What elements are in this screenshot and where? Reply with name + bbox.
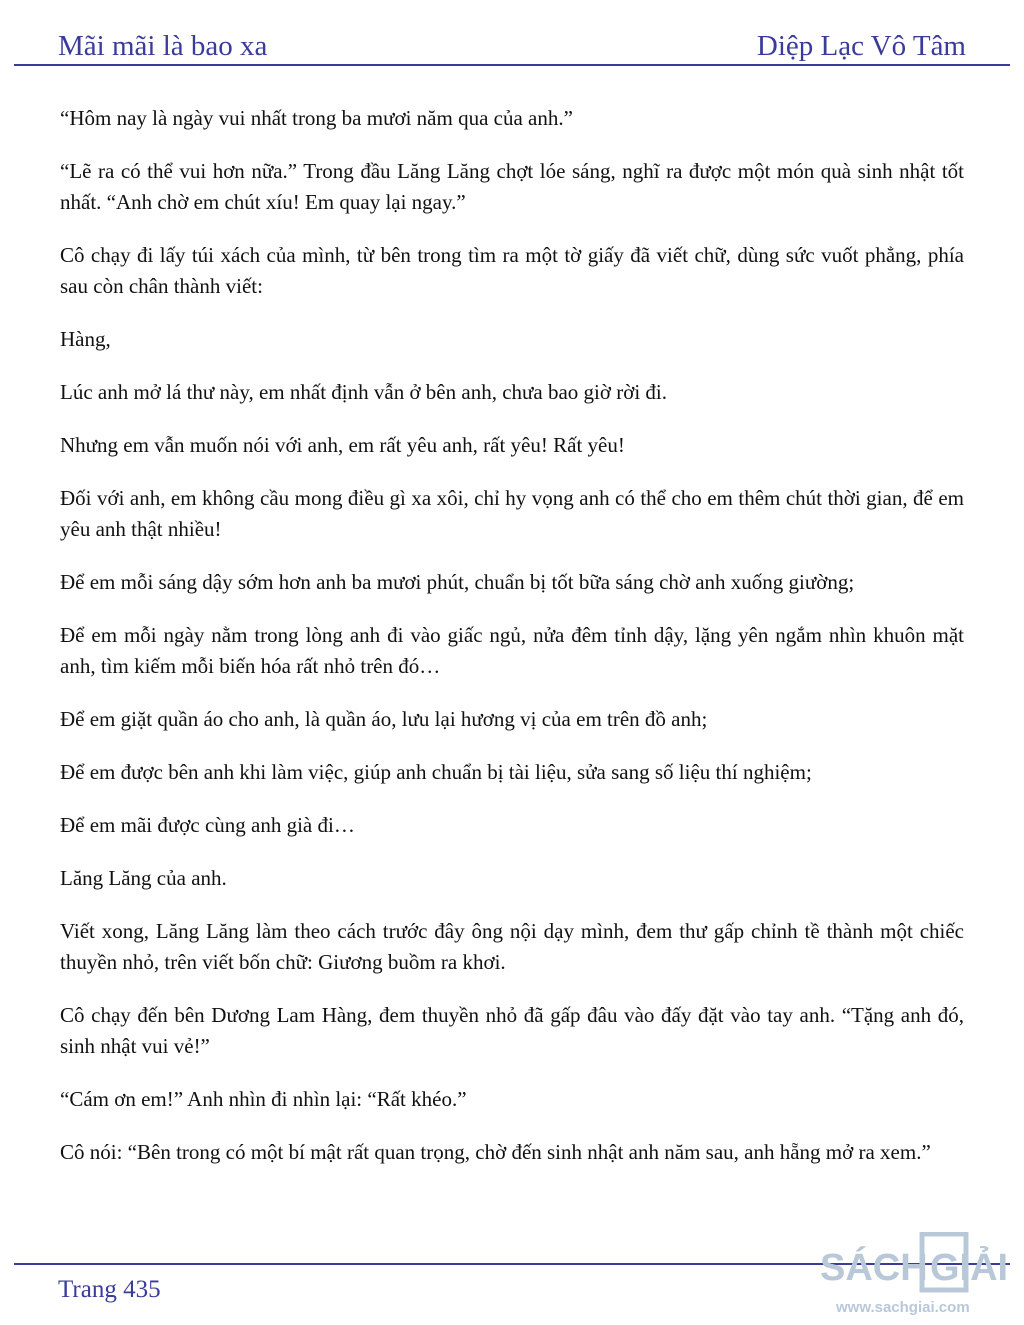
paragraph: Lúc anh mở lá thư này, em nhất định vẫn ở bên anh, chưa bao giờ rời đi.	[60, 380, 668, 404]
paragraph: Nhưng em vẫn muốn nói với anh, em rất yêu anh, rất yêu! Rất yêu!	[60, 433, 625, 457]
paragraph: Cô chạy đến bên Dương Lam Hàng, đem thuyền nhỏ đã gấp đâu vào đấy đặt vào tay anh. “Tặng anh đó, sinh nhật vui vẻ!”	[60, 1003, 964, 1058]
paragraph: Để em giặt quần áo cho anh, là quần áo, lưu lại hương vị của em trên đồ anh;	[60, 707, 708, 731]
paragraph: “Hôm nay là ngày vui nhất trong ba mươi năm qua của anh.”	[60, 106, 573, 130]
paragraph: Để em mỗi ngày nằm trong lòng anh đi vào giấc ngủ, nửa đêm tỉnh dậy, lặng yên ngắm nhìn khuôn mặt anh, tìm kiếm mỗi biến hóa rất nhỏ trên đó…	[60, 623, 964, 678]
page-body	[60, 103, 964, 1190]
paragraph: Để em mỗi sáng dậy sớm hơn anh ba mươi phút, chuẩn bị tốt bữa sáng chờ anh xuống giường;	[60, 570, 855, 594]
paragraph: Để em mãi được cùng anh già đi…	[60, 813, 355, 837]
paragraph: “Lẽ ra có thể vui hơn nữa.” Trong đầu Lăng Lăng chợt lóe sáng, nghĩ ra được một món quà sinh nhật tốt nhất. “Anh chờ em chút xíu! Em quay lại ngay.”	[60, 159, 964, 214]
book-author: Diệp Lạc Vô Tâm	[756, 30, 966, 62]
paragraph: Lăng Lăng của anh.	[60, 866, 227, 890]
watermark-brand-giai: GIẢI	[930, 1247, 1009, 1289]
watermark-url: www.sachgiai.com	[836, 1299, 970, 1316]
header-divider	[14, 64, 1010, 66]
book-title: Mãi mãi là bao xa	[58, 30, 268, 62]
watermark-logo	[818, 1232, 1018, 1318]
watermark-brand-sach: SÁCH	[820, 1247, 928, 1289]
paragraph: Cô nói: “Bên trong có một bí mật rất quan trọng, chờ đến sinh nhật anh năm sau, anh hẵng mở ra xem.”	[60, 1140, 931, 1164]
page-number: Trang 435	[58, 1276, 161, 1303]
paragraph: Viết xong, Lăng Lăng làm theo cách trước đây ông nội dạy mình, đem thư gấp chỉnh tề thành một chiếc thuyền nhỏ, trên viết bốn chữ: Giương buồm ra khơi.	[60, 919, 964, 974]
paragraph: Đối với anh, em không cầu mong điều gì xa xôi, chỉ hy vọng anh có thể cho em thêm chút thời gian, để em yêu anh thật nhiều!	[60, 486, 964, 541]
paragraph: “Cám ơn em!” Anh nhìn đi nhìn lại: “Rất khéo.”	[60, 1087, 467, 1111]
paragraph: Để em được bên anh khi làm việc, giúp anh chuẩn bị tài liệu, sửa sang số liệu thí nghiệm;	[60, 760, 812, 784]
paragraph: Cô chạy đi lấy túi xách của mình, từ bên trong tìm ra một tờ giấy đã viết chữ, dùng sức vuốt phẳng, phía sau còn chân thành viết:	[60, 243, 964, 298]
page-header	[58, 24, 966, 64]
paragraph: Hàng,	[60, 327, 111, 351]
